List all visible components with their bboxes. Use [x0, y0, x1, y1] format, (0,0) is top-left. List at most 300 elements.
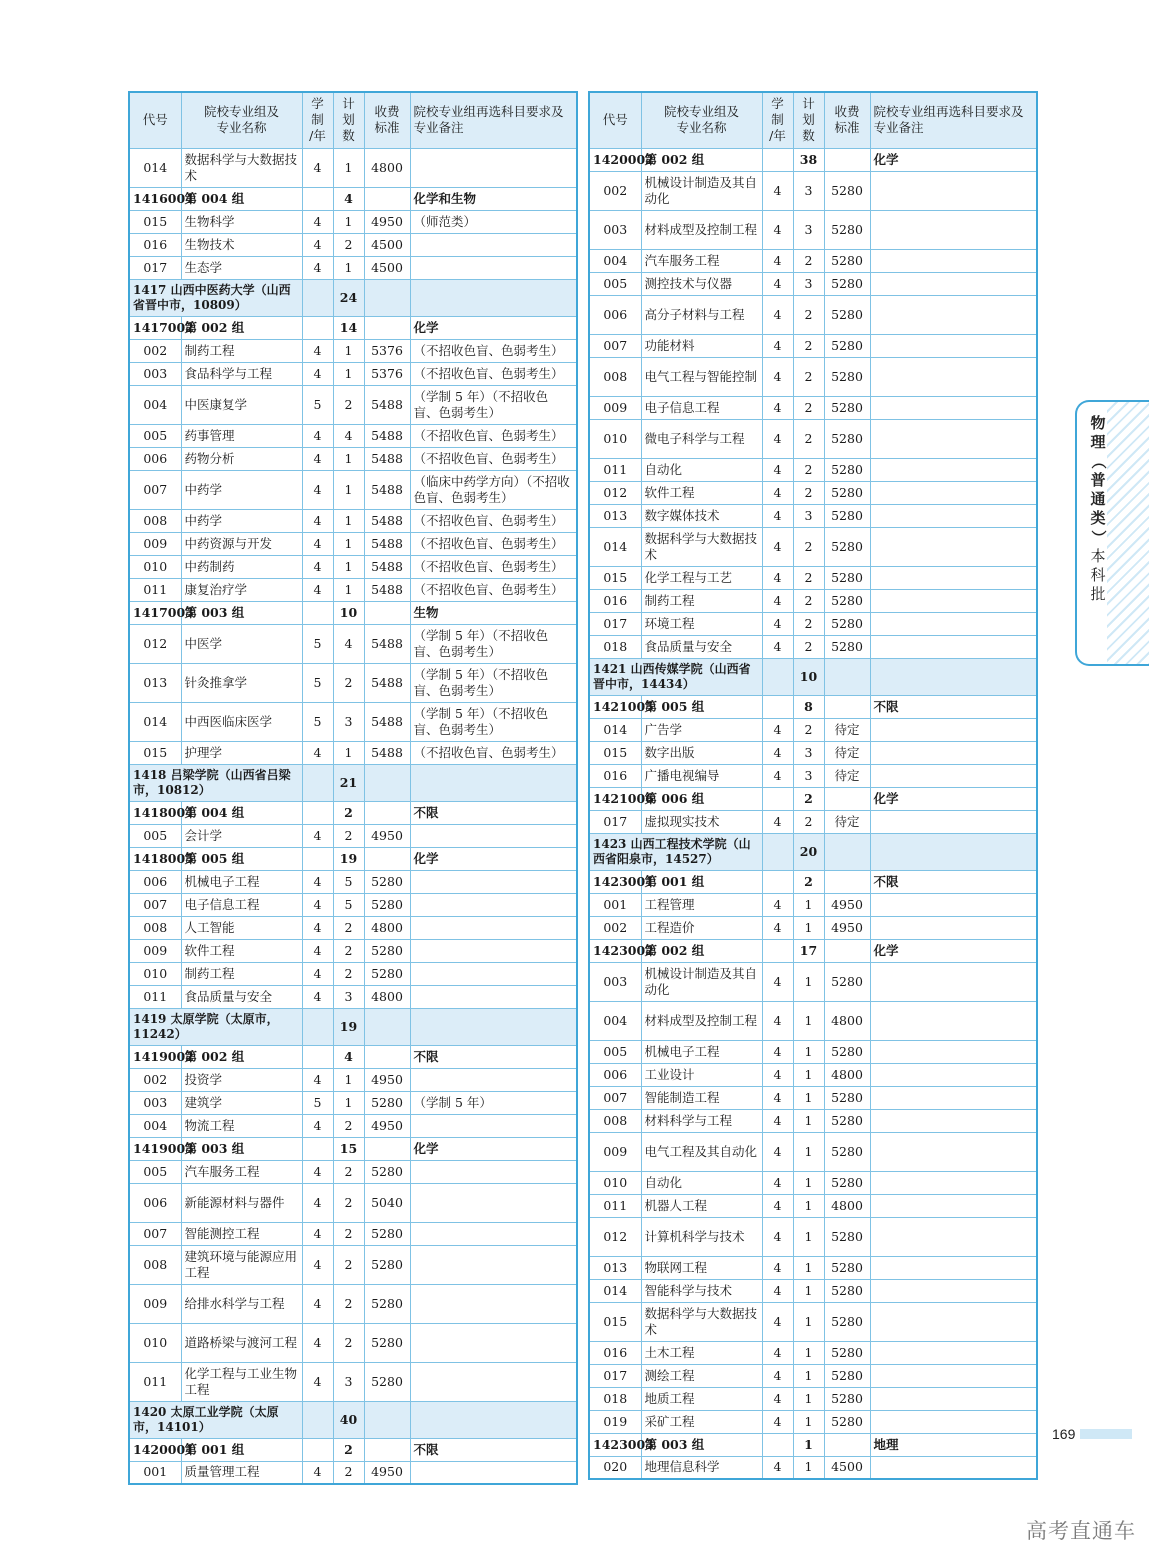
- major-plan: 2: [793, 566, 824, 589]
- major-note: [870, 419, 1037, 458]
- major-name: 质量管理工程: [181, 1461, 302, 1484]
- group-years-empty: [762, 695, 793, 718]
- major-note: [870, 1256, 1037, 1279]
- group-name: 第 004 组: [181, 187, 302, 210]
- major-years: 4: [762, 1410, 793, 1433]
- group-fee-empty: [364, 1438, 410, 1461]
- group-subject-requirement: 化学: [410, 1137, 577, 1160]
- major-plan: 1: [333, 532, 364, 555]
- major-name: 微电子科学与工程: [641, 419, 762, 458]
- major-name: 广播电视编导: [641, 764, 762, 787]
- group-plan: 10: [333, 601, 364, 624]
- major-name: 电子信息工程: [181, 893, 302, 916]
- major-name: 土木工程: [641, 1341, 762, 1364]
- school-years-empty: [302, 279, 333, 316]
- major-years: 4: [762, 1279, 793, 1302]
- group-row: [589, 787, 1037, 810]
- major-fee: 5488: [364, 624, 410, 663]
- major-note: [870, 481, 1037, 504]
- major-plan: 1: [793, 1171, 824, 1194]
- major-plan: 1: [793, 916, 824, 939]
- major-plan: 1: [793, 1194, 824, 1217]
- major-row: [129, 1068, 577, 1091]
- major-row: [589, 1410, 1037, 1433]
- major-row: [129, 939, 577, 962]
- major-fee: 4800: [824, 1194, 870, 1217]
- major-plan: 1: [333, 509, 364, 532]
- major-fee: 5280: [364, 1362, 410, 1401]
- major-fee: 5488: [364, 555, 410, 578]
- major-code: 014: [589, 718, 641, 741]
- major-fee: 5040: [364, 1183, 410, 1222]
- major-plan: 2: [793, 635, 824, 658]
- major-fee: 5376: [364, 339, 410, 362]
- major-fee: 5280: [364, 939, 410, 962]
- major-plan: 4: [333, 624, 364, 663]
- major-fee: 5280: [824, 527, 870, 566]
- major-row: [589, 458, 1037, 481]
- major-name: 工程造价: [641, 916, 762, 939]
- major-years: 4: [762, 612, 793, 635]
- major-code: 013: [589, 504, 641, 527]
- major-plan: 2: [793, 458, 824, 481]
- major-code: 015: [129, 741, 181, 764]
- major-name: 生物科学: [181, 210, 302, 233]
- major-plan: 3: [793, 210, 824, 249]
- major-row: [589, 272, 1037, 295]
- major-note: [870, 764, 1037, 787]
- major-note: （不招收色盲、色弱考生）: [410, 555, 577, 578]
- major-plan: 2: [333, 385, 364, 424]
- group-fee-empty: [364, 1045, 410, 1068]
- major-fee: 4950: [364, 210, 410, 233]
- major-name: 中医康复学: [181, 385, 302, 424]
- major-fee: 5488: [364, 385, 410, 424]
- major-note: [870, 1364, 1037, 1387]
- group-fee-empty: [824, 148, 870, 171]
- major-plan: 2: [333, 663, 364, 702]
- major-name: 工程管理: [641, 893, 762, 916]
- group-row: [129, 801, 577, 824]
- major-plan: 1: [793, 1410, 824, 1433]
- major-row: [129, 663, 577, 702]
- major-years: 4: [762, 396, 793, 419]
- major-fee: 4950: [364, 824, 410, 847]
- school-row: [589, 833, 1037, 870]
- major-plan: 2: [333, 824, 364, 847]
- major-years: 4: [762, 458, 793, 481]
- major-plan: 2: [793, 295, 824, 334]
- major-name: 生态学: [181, 256, 302, 279]
- major-row: [129, 702, 577, 741]
- major-row: [129, 1222, 577, 1245]
- major-years: 4: [302, 555, 333, 578]
- major-name: 计算机科学与技术: [641, 1217, 762, 1256]
- major-note: [870, 171, 1037, 210]
- major-code: 004: [129, 1114, 181, 1137]
- major-row: [129, 962, 577, 985]
- major-years: 4: [302, 210, 333, 233]
- school-years-empty: [302, 1008, 333, 1045]
- major-plan: 5: [333, 870, 364, 893]
- left-table-header: [129, 92, 577, 148]
- major-note: [870, 962, 1037, 1001]
- major-name: 物联网工程: [641, 1256, 762, 1279]
- school-years-empty: [762, 658, 793, 695]
- school-fee-empty: [824, 658, 870, 695]
- school-plan: 40: [333, 1401, 364, 1438]
- group-years-empty: [302, 187, 333, 210]
- group-subject-requirement: 地理: [870, 1433, 1037, 1456]
- major-row: [129, 210, 577, 233]
- major-fee: 5280: [824, 1364, 870, 1387]
- major-fee: 5280: [824, 1132, 870, 1171]
- major-name: 材料成型及控制工程: [641, 1001, 762, 1040]
- major-plan: 3: [333, 985, 364, 1008]
- major-code: 008: [589, 357, 641, 396]
- major-row: [129, 362, 577, 385]
- major-row: [129, 470, 577, 509]
- major-plan: 2: [333, 1284, 364, 1323]
- major-years: 4: [302, 1323, 333, 1362]
- major-row: [129, 893, 577, 916]
- major-code: 012: [589, 481, 641, 504]
- major-name: 数字出版: [641, 741, 762, 764]
- group-name: 第 001 组: [181, 1438, 302, 1461]
- major-code: 011: [589, 458, 641, 481]
- major-fee: 5280: [824, 334, 870, 357]
- major-plan: 1: [793, 1302, 824, 1341]
- major-years: 4: [762, 334, 793, 357]
- major-note: [410, 1245, 577, 1284]
- major-row: [129, 1160, 577, 1183]
- major-row: [129, 1284, 577, 1323]
- major-fee: 4800: [364, 985, 410, 1008]
- major-row: [589, 504, 1037, 527]
- header-plan: 计 划 数: [333, 92, 364, 148]
- major-code: 005: [589, 1040, 641, 1063]
- major-code: 012: [589, 1217, 641, 1256]
- major-fee: 5280: [364, 1323, 410, 1362]
- major-fee: 5280: [824, 171, 870, 210]
- header-fee: 收费 标准: [824, 92, 870, 148]
- major-fee: 5280: [824, 1040, 870, 1063]
- major-code: 002: [129, 1068, 181, 1091]
- major-fee: 5280: [824, 1171, 870, 1194]
- major-row: [589, 357, 1037, 396]
- major-plan: 1: [333, 210, 364, 233]
- school-plan: 10: [793, 658, 824, 695]
- major-name: 自动化: [641, 458, 762, 481]
- major-fee: 待定: [824, 764, 870, 787]
- major-fee: 5280: [824, 612, 870, 635]
- major-note: [870, 810, 1037, 833]
- major-years: 4: [762, 1217, 793, 1256]
- group-years-empty: [302, 1438, 333, 1461]
- school-note-empty: [870, 833, 1037, 870]
- major-row: [589, 1364, 1037, 1387]
- major-note: （学制 5 年）: [410, 1091, 577, 1114]
- major-name: 机器人工程: [641, 1194, 762, 1217]
- page-number: 169: [1052, 1426, 1076, 1442]
- major-note: [410, 1323, 577, 1362]
- group-name: 第 002 组: [641, 939, 762, 962]
- header-note: 院校专业组再选科目要求及 专业备注: [410, 92, 577, 148]
- major-note: [870, 249, 1037, 272]
- major-plan: 2: [333, 1160, 364, 1183]
- major-years: 5: [302, 624, 333, 663]
- major-row: [589, 249, 1037, 272]
- school-name: 1421 山西传媒学院（山西省晋中市，14434）: [589, 658, 762, 695]
- major-name: 电气工程及其自动化: [641, 1132, 762, 1171]
- group-row: [589, 695, 1037, 718]
- major-note: [410, 1461, 577, 1484]
- major-note: [410, 233, 577, 256]
- major-name: 功能材料: [641, 334, 762, 357]
- major-fee: 4500: [364, 233, 410, 256]
- major-code: 014: [589, 527, 641, 566]
- group-years-empty: [302, 1045, 333, 1068]
- group-years-empty: [762, 1433, 793, 1456]
- major-code: 002: [589, 916, 641, 939]
- major-years: 4: [762, 210, 793, 249]
- group-name: 第 005 组: [641, 695, 762, 718]
- group-code: 1423002: [589, 939, 641, 962]
- major-fee: 5280: [824, 1256, 870, 1279]
- major-row: [129, 1114, 577, 1137]
- major-note: （不招收色盲、色弱考生）: [410, 447, 577, 470]
- major-note: [410, 1222, 577, 1245]
- major-plan: 2: [793, 527, 824, 566]
- group-row: [129, 1438, 577, 1461]
- major-note: [870, 916, 1037, 939]
- major-code: 015: [589, 1302, 641, 1341]
- major-name: 数据科学与大数据技术: [641, 1302, 762, 1341]
- major-plan: 1: [793, 1063, 824, 1086]
- major-row: [589, 1217, 1037, 1256]
- major-plan: 2: [793, 718, 824, 741]
- group-years-empty: [302, 847, 333, 870]
- major-code: 004: [589, 249, 641, 272]
- major-name: 地质工程: [641, 1387, 762, 1410]
- major-fee: 5280: [824, 1387, 870, 1410]
- major-row: [589, 566, 1037, 589]
- major-plan: 1: [793, 1132, 824, 1171]
- major-fee: 5280: [364, 870, 410, 893]
- major-code: 007: [589, 334, 641, 357]
- school-plan: 20: [793, 833, 824, 870]
- major-code: 014: [129, 702, 181, 741]
- group-plan: 17: [793, 939, 824, 962]
- major-plan: 1: [333, 148, 364, 187]
- major-code: 017: [129, 256, 181, 279]
- major-code: 007: [129, 470, 181, 509]
- group-years-empty: [762, 870, 793, 893]
- group-fee-empty: [824, 695, 870, 718]
- major-note: [410, 1183, 577, 1222]
- major-code: 006: [589, 295, 641, 334]
- school-note-empty: [410, 764, 577, 801]
- major-code: 011: [589, 1194, 641, 1217]
- group-row: [129, 316, 577, 339]
- major-row: [129, 1362, 577, 1401]
- major-fee: 5280: [364, 1284, 410, 1323]
- major-years: 4: [762, 1302, 793, 1341]
- major-code: 009: [129, 532, 181, 555]
- major-code: 015: [129, 210, 181, 233]
- major-years: 4: [762, 272, 793, 295]
- major-code: 002: [589, 171, 641, 210]
- major-row: [589, 171, 1037, 210]
- group-years-empty: [302, 1137, 333, 1160]
- major-note: （师范类）: [410, 210, 577, 233]
- major-plan: 4: [333, 424, 364, 447]
- major-note: （学制 5 年）（不招收色盲、色弱考生）: [410, 385, 577, 424]
- major-code: 006: [129, 1183, 181, 1222]
- left-admission-table: [128, 91, 578, 1485]
- major-code: 016: [589, 1341, 641, 1364]
- major-fee: 4950: [824, 916, 870, 939]
- major-name: 建筑环境与能源应用工程: [181, 1245, 302, 1284]
- major-plan: 2: [333, 939, 364, 962]
- major-code: 020: [589, 1456, 641, 1479]
- major-row: [129, 624, 577, 663]
- major-name: 数据科学与大数据技术: [181, 148, 302, 187]
- major-years: 4: [302, 509, 333, 532]
- major-code: 007: [129, 1222, 181, 1245]
- major-years: 5: [302, 663, 333, 702]
- header-plan: 计 划 数: [793, 92, 824, 148]
- major-years: 4: [762, 1387, 793, 1410]
- major-name: 材料科学与工程: [641, 1109, 762, 1132]
- school-name: 1418 吕梁学院（山西省吕梁市，10812）: [129, 764, 302, 801]
- major-name: 物流工程: [181, 1114, 302, 1137]
- major-row: [129, 148, 577, 187]
- major-name: 药物分析: [181, 447, 302, 470]
- major-plan: 1: [793, 893, 824, 916]
- group-subject-requirement: 不限: [410, 801, 577, 824]
- major-code: 013: [129, 663, 181, 702]
- group-plan: 4: [333, 187, 364, 210]
- major-name: 智能测控工程: [181, 1222, 302, 1245]
- major-row: [129, 256, 577, 279]
- major-fee: 5280: [824, 1109, 870, 1132]
- major-note: [870, 1109, 1037, 1132]
- group-subject-requirement: 化学: [870, 148, 1037, 171]
- group-years-empty: [762, 148, 793, 171]
- major-code: 012: [129, 624, 181, 663]
- group-name: 第 002 组: [181, 316, 302, 339]
- major-years: 5: [302, 1091, 333, 1114]
- group-code: 1417003: [129, 601, 181, 624]
- major-row: [589, 962, 1037, 1001]
- header-years: 学 制 /年: [302, 92, 333, 148]
- major-name: 中药学: [181, 470, 302, 509]
- major-plan: 1: [333, 1091, 364, 1114]
- major-note: [870, 458, 1037, 481]
- major-note: （不招收色盲、色弱考生）: [410, 741, 577, 764]
- group-code: 1421006: [589, 787, 641, 810]
- major-code: 010: [589, 419, 641, 458]
- major-fee: 4500: [824, 1456, 870, 1479]
- major-note: [410, 893, 577, 916]
- major-years: 4: [302, 339, 333, 362]
- major-note: [870, 1194, 1037, 1217]
- school-fee-empty: [364, 1401, 410, 1438]
- major-years: 4: [302, 916, 333, 939]
- major-fee: 5280: [824, 1279, 870, 1302]
- header-code: 代号: [129, 92, 181, 148]
- major-note: [410, 916, 577, 939]
- major-years: 4: [762, 527, 793, 566]
- major-years: 4: [762, 295, 793, 334]
- group-subject-requirement: 不限: [410, 1045, 577, 1068]
- major-years: 4: [302, 1362, 333, 1401]
- major-code: 005: [589, 272, 641, 295]
- right-table-body: [589, 148, 1037, 1479]
- header-code: 代号: [589, 92, 641, 148]
- major-name: 中药制药: [181, 555, 302, 578]
- major-note: [870, 1171, 1037, 1194]
- right-table-header: [589, 92, 1037, 148]
- major-row: [589, 1256, 1037, 1279]
- school-name: 1423 山西工程技术学院（山西省阳泉市，14527）: [589, 833, 762, 870]
- major-plan: 2: [333, 962, 364, 985]
- major-plan: 2: [333, 233, 364, 256]
- major-note: [410, 256, 577, 279]
- major-fee: 4950: [824, 893, 870, 916]
- major-note: [870, 210, 1037, 249]
- school-row: [129, 1008, 577, 1045]
- major-note: [870, 1001, 1037, 1040]
- major-plan: 2: [333, 916, 364, 939]
- group-row: [589, 870, 1037, 893]
- major-plan: 2: [333, 1222, 364, 1245]
- major-code: 017: [589, 810, 641, 833]
- major-fee: 5280: [824, 295, 870, 334]
- group-subject-requirement: 化学: [410, 847, 577, 870]
- major-name: 会计学: [181, 824, 302, 847]
- group-plan: 14: [333, 316, 364, 339]
- major-note: [410, 1160, 577, 1183]
- group-row: [129, 187, 577, 210]
- major-row: [129, 424, 577, 447]
- major-fee: 4800: [824, 1001, 870, 1040]
- major-years: 4: [302, 741, 333, 764]
- major-row: [129, 578, 577, 601]
- major-fee: 5280: [824, 210, 870, 249]
- major-years: 4: [762, 566, 793, 589]
- group-subject-requirement: 不限: [870, 695, 1037, 718]
- major-note: [410, 1068, 577, 1091]
- school-plan: 24: [333, 279, 364, 316]
- major-code: 010: [129, 962, 181, 985]
- major-code: 004: [589, 1001, 641, 1040]
- group-plan: 38: [793, 148, 824, 171]
- right-admission-table: [588, 91, 1038, 1480]
- group-fee-empty: [364, 601, 410, 624]
- major-name: 制药工程: [181, 339, 302, 362]
- group-plan: 8: [793, 695, 824, 718]
- major-name: 测绘工程: [641, 1364, 762, 1387]
- major-code: 010: [129, 1323, 181, 1362]
- major-row: [589, 419, 1037, 458]
- left-table-body: [129, 148, 577, 1484]
- major-row: [589, 1063, 1037, 1086]
- major-code: 010: [129, 555, 181, 578]
- school-years-empty: [302, 764, 333, 801]
- major-plan: 2: [793, 810, 824, 833]
